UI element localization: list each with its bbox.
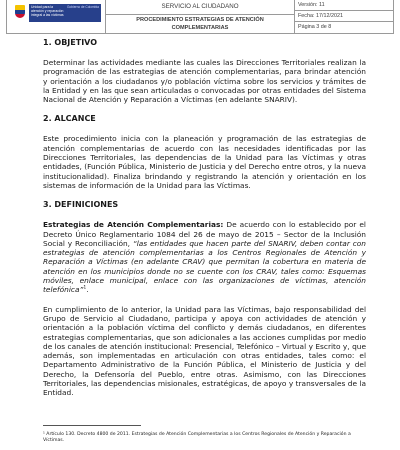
footnote-reference[interactable]: 1 — [83, 285, 87, 291]
section-heading-alcance: 2. ALCANCE — [43, 114, 96, 124]
logo-subtext: Gobierno de Colombia — [67, 5, 99, 9]
alcance-paragraph: Este procedimiento inicia con la planeación y programación de las estrategias de atención complementarias de acuerdo con las necesidades identificadas por las Direcciones Territoriales, las dependencias de la Unidad para las Víctimas y otras entidades, (Función Pública, Ministerio de Justicia y del Derecho entre otros, y la nueva institucionalidad). Finaliza brindando y registrando la atención y orientación en los sistemas de información de la Unidad para las Víctimas. — [43, 134, 366, 190]
objetivo-paragraph: Determinar las actividades mediante las cuales las Direcciones Territoriales realizan la programación de las estrategias de atención complementarias, para brindar atención y orientación a los ciudadanos y/o población víctima sobre los servicios y trámites de la Entidad y en las que sean articuladas o convocadas por otras entidades del Sistema Nacional de Atención y Reparación a Víctimas (en adelante SNARIV). — [43, 58, 366, 105]
logo-text: Unidad para la atención y reparación integral a las víctimas — [31, 5, 64, 17]
version-label: Versión: 11 — [295, 0, 394, 11]
department-name: SERVICIO AL CIUDADANO — [106, 0, 294, 15]
header-title-cell — [106, 0, 295, 33]
definition-quote-end: . — [86, 285, 89, 295]
procedure-title-line2: COMPLEMENTARIAS — [171, 24, 229, 31]
footnote-text: ¹ Artículo 130. Decreto 4800 de 2011. Estrategias de Atención Complementarias a los Centros Regionales de Atención y Reparación a Víctimas. — [43, 432, 351, 443]
page-number: Página 3 de 8 — [298, 24, 332, 30]
definition-term: Estrategias de Atención Complementarias: — [43, 220, 224, 230]
section-heading-definiciones: 3. DEFINICIONES — [43, 200, 119, 210]
definition-intro: De acuerdo con lo establecido por el Decreto Único Reglamentario 1084 del 26 de mayo de 2015 – Sector de la Inclusión Social y Reconciliación, — [43, 220, 366, 248]
document-body — [43, 38, 366, 408]
procedure-title-line1: PROCEDIMIENTO ESTRATEGIAS DE ATENCIÓN — [136, 17, 264, 23]
footnote-divider — [43, 425, 141, 426]
date-label: Fecha: 17/12/2021 — [295, 11, 394, 22]
document-header — [6, 0, 394, 34]
logo-cell — [7, 0, 106, 33]
procedure-title — [106, 15, 294, 33]
header-meta-cell — [295, 0, 394, 33]
section-heading-objetivo: 1. OBJETIVO — [43, 38, 98, 47]
definition-paragraph — [43, 220, 366, 294]
definition-quote: “las entidades que hacen parte del SNARIV, deben contar con estrategias de atención complementarias a los Centros Regionales de Atención y Reparación a Víctimas (en adelante CRAV) que permitan la cobertura en materia de atención en los municipios donde no se cuente con los CRAV, tales como: Esquemas móviles, enlace municipal, enlace con las organizaciones de víctimas, atención telefónica” — [43, 238, 366, 295]
colombia-shield-icon — [15, 5, 25, 18]
cumplimiento-paragraph: En cumplimiento de lo anterior, la Unidad para las Víctimas, bajo responsabilidad del Grupo de Servicio al Ciudadano, participa y apoya con actividades de atención y orientación a la población víctima del conflicto y demás ciudadanos, en diferentes estrategias complementarias, que son adicionales a las acciones cumplidas por medio de los canales de atención institucional: Presencial, Telefónico – Virtual y Escrito y, que además, son implementadas en articulación con otras entidades, tales como: el Departamento Administrativo de la Función Pública, el Ministerio de Justicia y del Derecho, la Defensoría del Pueblo, entre otras. Asimismo, con las Direcciones Territoriales, las dependencias misionales, estratégicas, de apoyo y transversales de la Entidad. — [43, 304, 366, 398]
